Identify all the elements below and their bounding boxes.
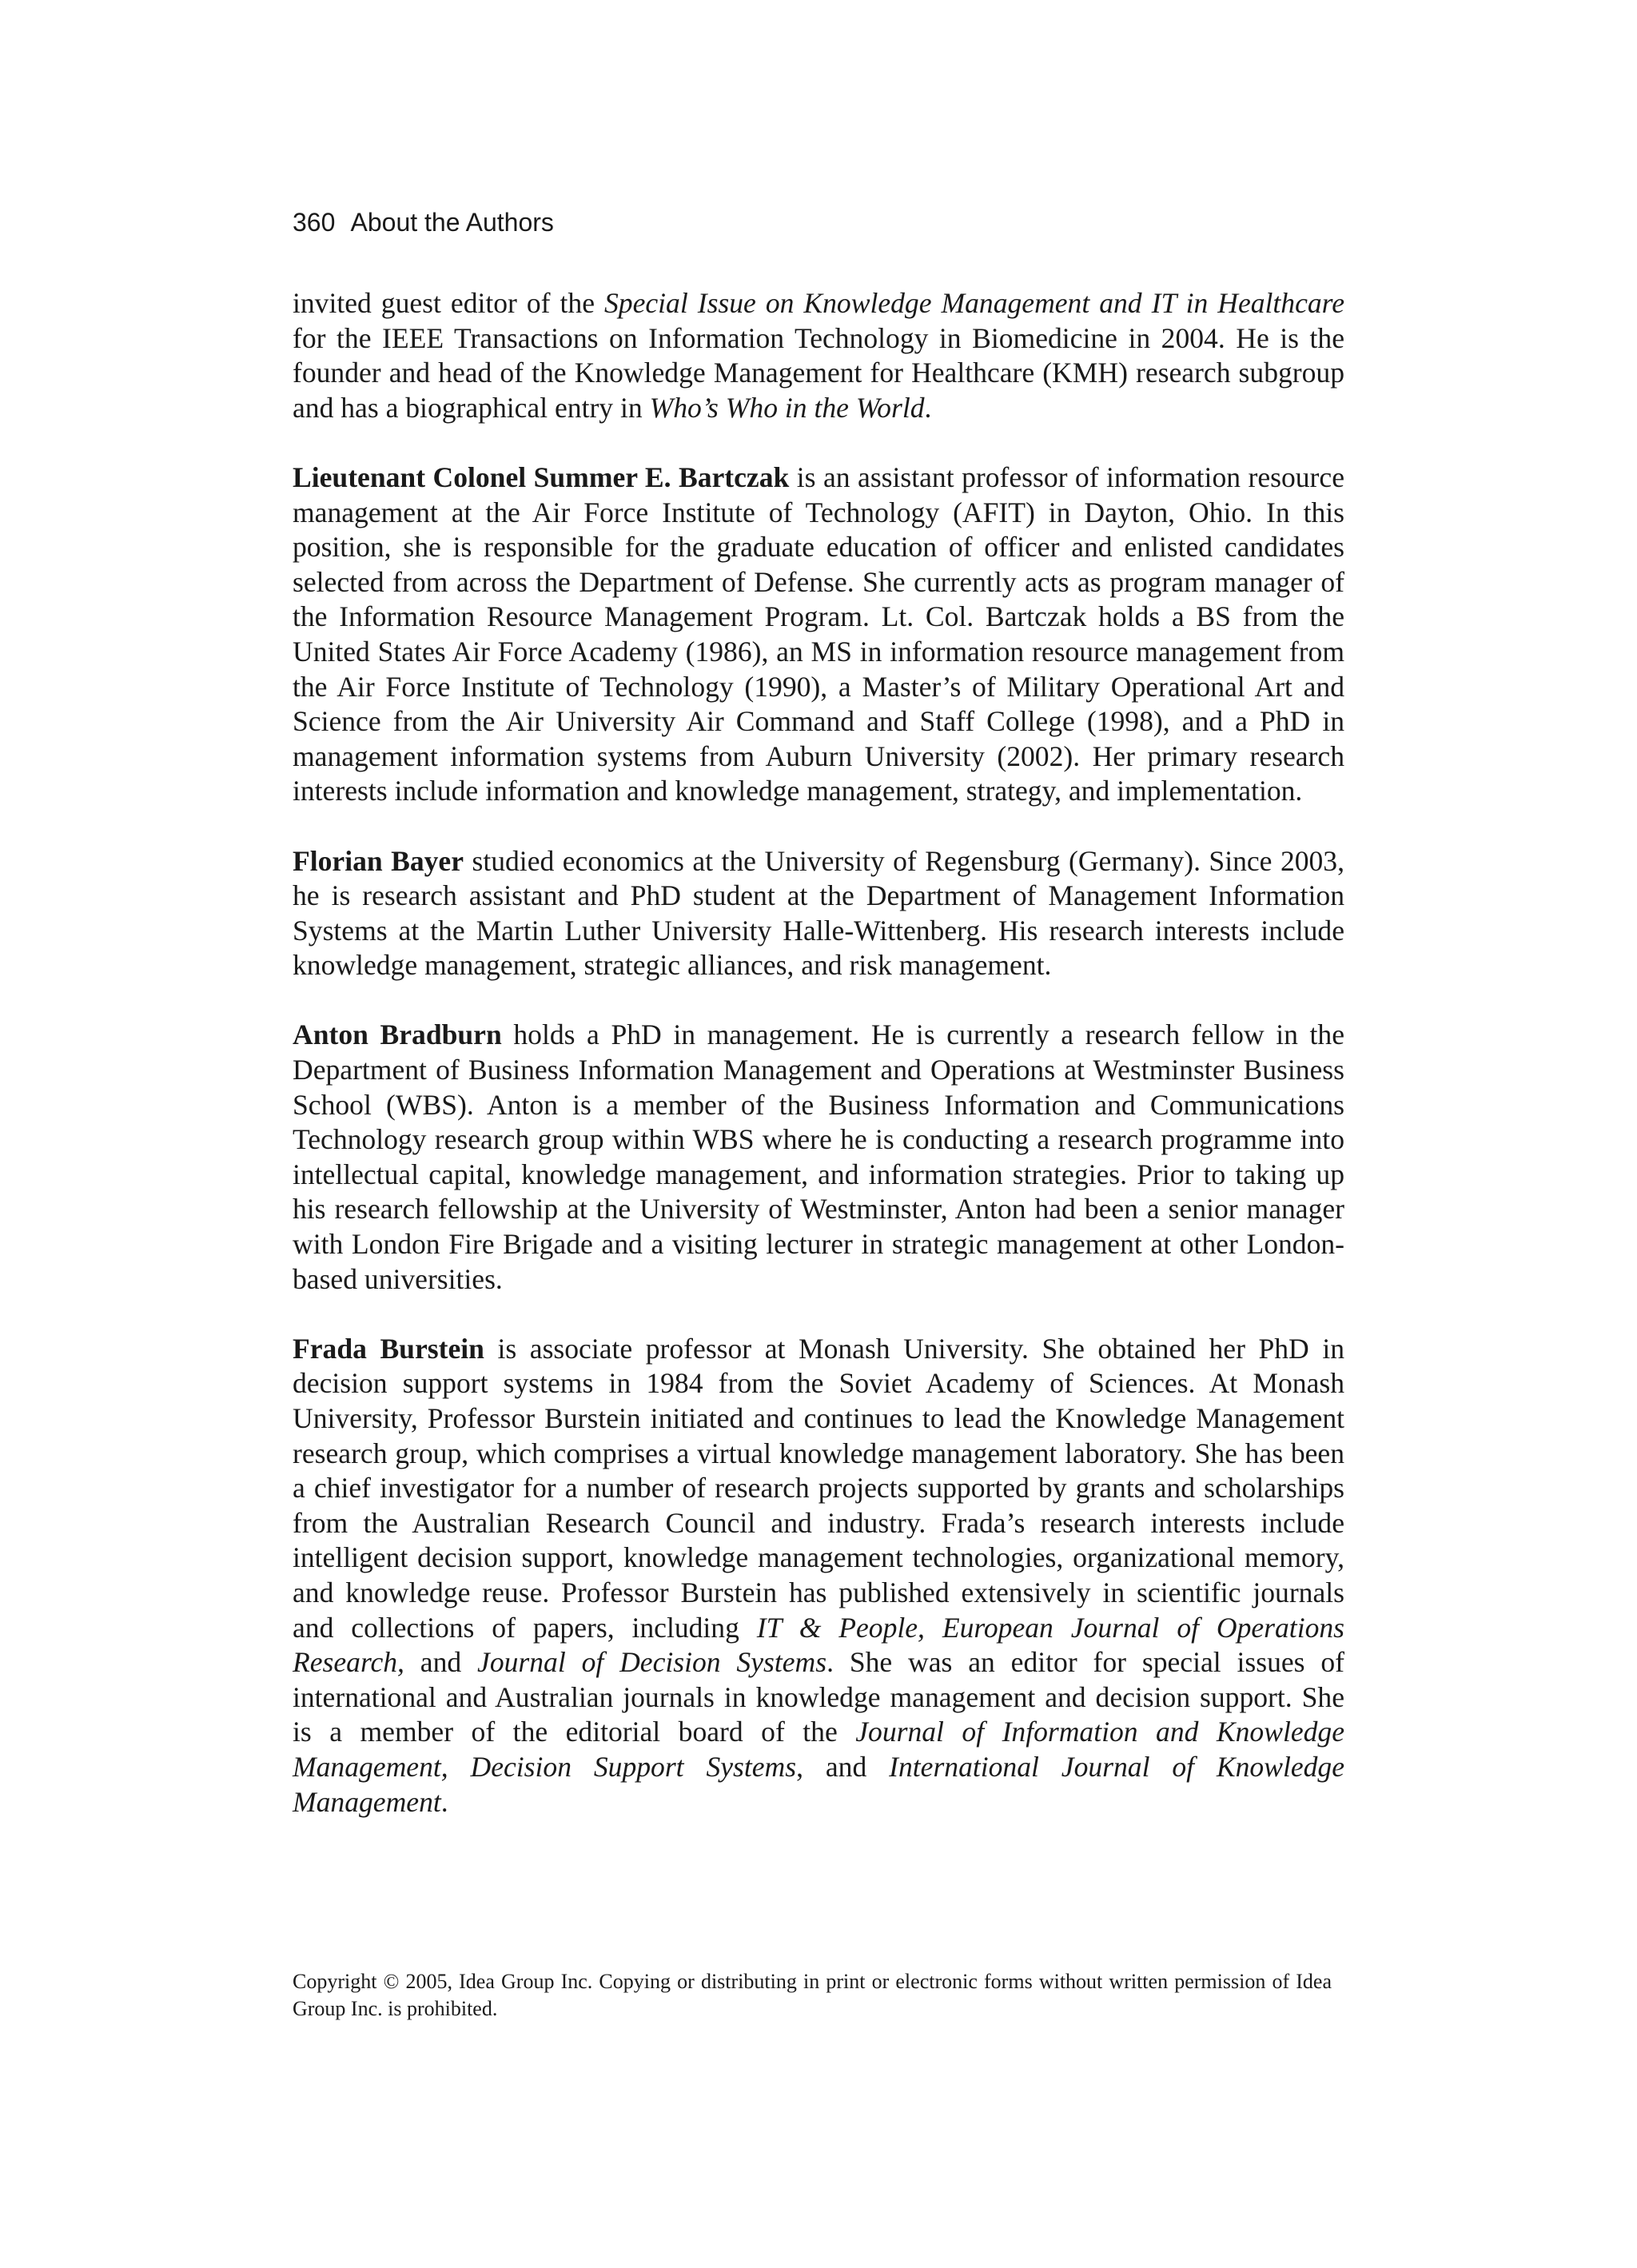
italic-title: International Journal of Knowledge Management [293,1750,1344,1818]
bio-text: invited guest editor of the [293,287,604,319]
bio-text: studied economics at the University of Regensburg (Germany). Since 2003, he is research assistant and PhD student at the Department of Management Information Systems at the Martin Luther University Halle-Wittenberg. His research interests include knowledge management, strategic alliances, and risk management. [293,844,1344,982]
copyright-notice: Copyright © 2005, Idea Group Inc. Copying or distributing in print or electronic forms without written permission of Idea Group Inc. is prohibited. [293,1970,1332,2020]
bio-text: for the IEEE Transactions on Information Technology in Biomedicine in 2004. He is the founder and head of the Knowledge Management for Healthcare (KMH) research subgroup and has a biographical entry in [293,321,1344,424]
bio-text: . [924,391,932,424]
bio-text: , and [796,1750,890,1783]
bio-text: is an assistant professor of information resource management at the Air Force Institute of Technology (AFIT) in Dayton, Ohio. In this position, she is responsible for the graduate education of officer and enlisted candidates selected from across the Department of Defense. She currently acts as program manager of the Information Resource Management Program. Lt. Col. Bartczak holds a BS from the United States Air Force Academy (1986), an MS in information resource management from the Air Force Institute of Technology (1990), a Master’s of Military Operational Art and Science from the Air University Air Command and Staff College (1998), and a PhD in management information systems from Auburn University (2002). Her primary research interests include information and knowledge management, strategy, and implementation. [293,460,1344,807]
bio-text: . [440,1785,448,1818]
page-number: 360 [293,208,336,237]
running-header [293,206,554,238]
running-title: About the Authors [350,208,554,237]
bio-text: is associate professor at Monash University. She obtained her PhD in decision support systems in 1984 from the Soviet Academy of Sciences. At Monash University, Professor Burstein initiated and continues to lead the Knowledge Management research group, which comprises a virtual knowledge management laboratory. She has been a chief investigator for a number of research projects supported by grants and scholarships from the Australian Research Council and industry. Frada’s research interests include intelligent decision support, knowledge management technologies, organizational memory, and knowledge reuse. Professor Burstein has published extensively in scientific journals and collections of papers, including [293,1332,1344,1644]
bio-text: and [404,1646,478,1679]
italic-title: Who’s Who in the World [649,391,925,424]
bio-bayer [293,844,1344,983]
italic-title: Journal of Decision Systems [477,1646,827,1679]
bio-burstein [293,1332,1344,1820]
author-bios [293,286,1344,1855]
author-name: Lieutenant Colonel Summer E. Bartczak [293,460,790,493]
italic-title: IT & People, European Journal of Operations Research, [293,1611,1345,1679]
italic-title: Journal of Information and Knowledge Management, Decision Support Systems [293,1716,1344,1783]
author-name: Frada Burstein [293,1332,484,1365]
bio-text: . She was an editor for special issues of international and Australian journals in knowledge management and decision support. She is a member of the editorial board of the [293,1646,1344,1748]
author-name: Florian Bayer [293,844,464,877]
bio-text: holds a PhD in management. He is currently a research fellow in the Department of Business Information Management and Operations at Westminster Business School (WBS). Anton is a member of the Business Information and Communications Technology research group within WBS where he is conducting a research programme into intellectual capital, knowledge management, and information strategies. Prior to taking up his research fellowship at the University of Westminster, Anton had been a senior manager with London Fire Brigade and a visiting lecturer in strategic management at other London-based universities. [293,1018,1344,1295]
bio-continuation [293,286,1344,425]
bio-bartczak [293,460,1344,809]
italic-title: Special Issue on Knowledge Management and IT in Healthcare [604,287,1344,319]
author-name: Anton Bradburn [293,1018,502,1051]
bio-bradburn [293,1018,1344,1297]
